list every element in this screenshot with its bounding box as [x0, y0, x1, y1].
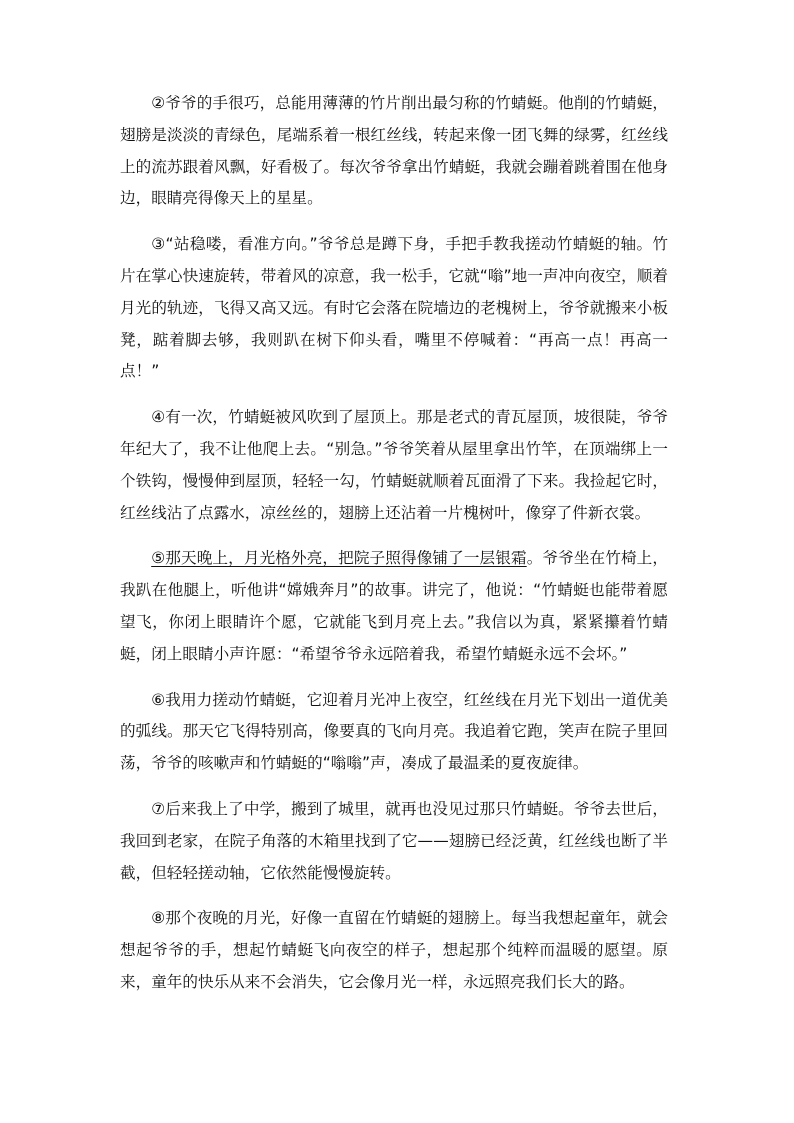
paragraph-3	[120, 229, 668, 388]
paragraph-8	[120, 903, 668, 998]
paragraph-7	[120, 794, 668, 889]
paragraph-4-text: ④有一次，竹蜻蜓被风吹到了屋顶上。那是老式的青瓦屋顶，坡很陡，爷爷年纪大了，我不让他爬上去。“别急。”爷爷笑着从屋里拿出竹竿，在顶端绑上一个铁钩，慢慢伸到屋顶，轻轻一勾，竹蜻蜓就顺着瓦面滑了下来。我捡起它时，红丝线沾了点露水，凉丝丝的，翅膀上还沾着一片槐树叶，像穿了件新衣裳。	[120, 408, 668, 522]
paragraph-7-text: ⑦后来我上了中学，搬到了城里，就再也没见过那只竹蜻蜓。爷爷去世后，我回到老家，在院子角落的木箱里找到了它——翅膀已经泛黄，红丝线也断了半截，但轻轻搓动轴，它依然能慢慢旋转。	[120, 799, 668, 882]
paragraph-4	[120, 402, 668, 529]
paragraph-3-text: ③“站稳喽，看准方向。”爷爷总是蹲下身，手把手教我搓动竹蜻蜓的轴。竹片在掌心快速旋转，带着风的凉意，我一松手，它就“嗡”地一声冲向夜空，顺着月光的轨迹，飞得又高又远。有时它会落在院墙边的老槐树上，爷爷就搬来小板凳，踮着脚去够，我则趴在树下仰头看，嘴里不停喊着：“再高一点！再高一点！”	[120, 235, 668, 381]
paragraph-8-text: ⑧那个夜晚的月光，好像一直留在竹蜻蜓的翅膀上。每当我想起童年，就会想起爷爷的手，想起竹蜻蜓飞向夜空的样子，想起那个纯粹而温暖的愿望。原来，童年的快乐从来不会消失，它会像月光一样，永远照亮我们长大的路。	[120, 909, 668, 991]
paragraph-2	[120, 88, 668, 215]
paragraph-2-text: ②爷爷的手很巧，总能用薄薄的竹片削出最匀称的竹蜻蜓。他削的竹蜻蜓，翅膀是淡淡的青绿色，尾端系着一根红丝线，转起来像一团飞舞的绿雾，红丝线上的流苏跟着风飘，好看极了。每次爷爷拿出竹蜻蜓，我就会蹦着跳着围在他身边，眼睛亮得像天上的星星。	[120, 94, 668, 208]
paragraph-6-text: ⑥我用力搓动竹蜻蜓，它迎着月光冲上夜空，红丝线在月光下划出一道优美的弧线。那天它飞得特别高，像要真的飞向月亮。我追着它跑，笑声在院子里回荡，爷爷的咳嗽声和竹蜻蜓的“嗡嗡”声，凑成了最温柔的夏夜旋律。	[120, 690, 668, 773]
paragraph-5	[120, 543, 668, 670]
paragraph-5-text: 。爷爷坐在竹椅上，我趴在他腿上，听他讲“嫦娥奔月”的故事。讲完了，他说：“竹蜻蜓也能带着愿望飞，你闭上眼睛许个愿，它就能飞到月亮上去。”我信以为真，紧紧攥着竹蜻蜓，闭上眼睛小声许愿：“希望爷爷永远陪着我，希望竹蜻蜓永远不会坏。”	[120, 549, 668, 663]
paragraph-6	[120, 685, 668, 780]
paragraph-5-underlined-sentence: ⑤那天晚上，月光格外亮，把院子照得像铺了一层银霜	[151, 549, 527, 568]
document-page	[120, 88, 668, 1013]
